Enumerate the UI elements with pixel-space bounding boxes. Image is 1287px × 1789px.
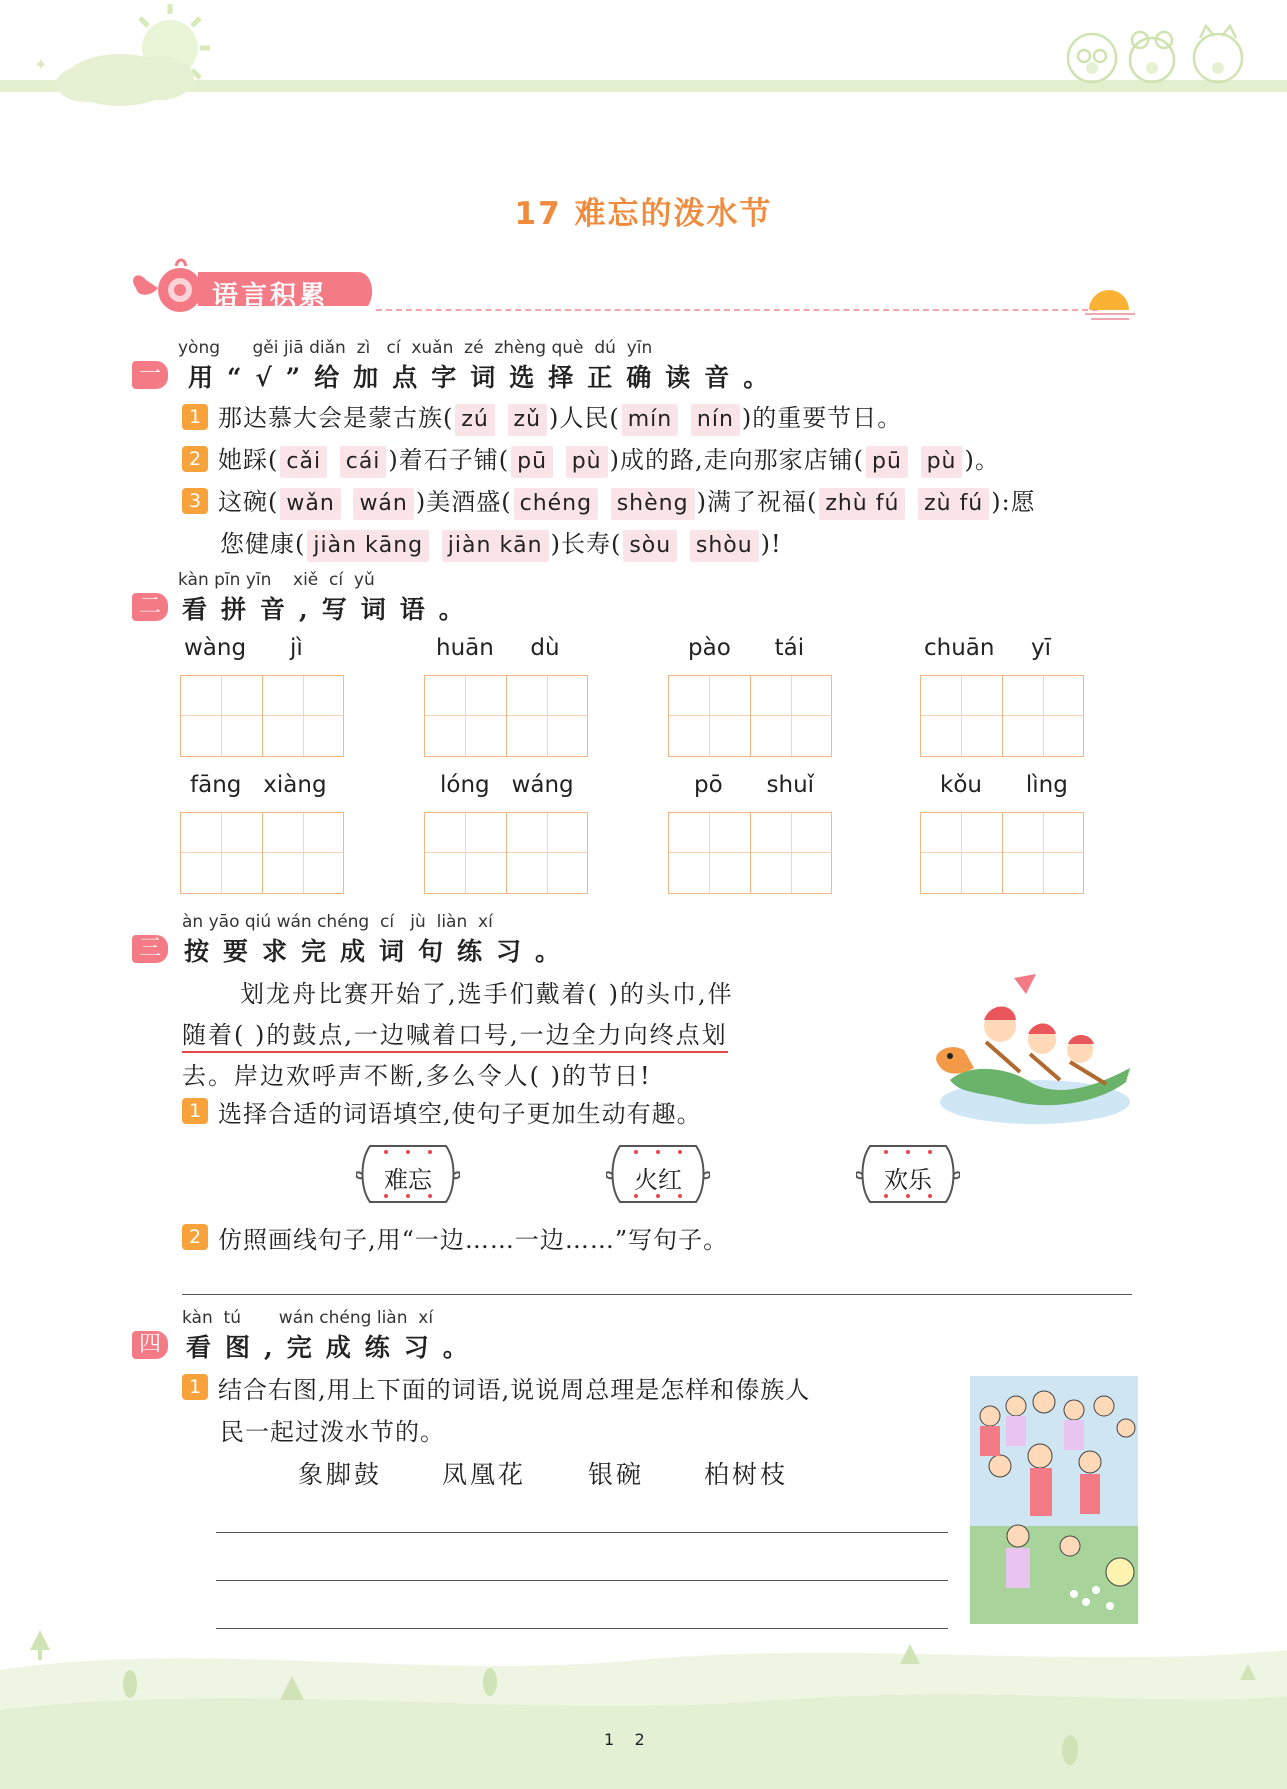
- pinyin-option[interactable]: zù fú: [918, 488, 989, 520]
- writing-grid[interactable]: [424, 812, 588, 894]
- q4-pinyin: kàn tú wán chéng liàn xí: [182, 1308, 434, 1328]
- q1-item-text: 她踩(: [218, 446, 279, 474]
- pinyin-option[interactable]: zhù fú: [819, 488, 905, 520]
- q1-item-text: 这碗(: [218, 488, 279, 516]
- q1-item-text: )!: [760, 530, 782, 558]
- q2-number-badge: 二: [132, 593, 168, 621]
- water-festival-illustration: [970, 1376, 1138, 1624]
- q1-title: 用“√”给加点字词选择正确读音。: [188, 363, 783, 392]
- q3-sub-number: 2: [182, 1224, 208, 1250]
- pinyin-option[interactable]: wǎn: [280, 488, 340, 520]
- q1-item-text: )。: [964, 446, 1000, 474]
- q1-item-2: [218, 440, 1000, 478]
- key-word: 象脚鼓: [298, 1460, 383, 1489]
- q3-title: 按要求完成词句练习。: [184, 937, 575, 966]
- pinyin-option[interactable]: cǎi: [280, 446, 327, 478]
- pinyin-option[interactable]: chéng: [514, 488, 598, 520]
- q2-title: 看拼音,写词语。: [182, 595, 478, 624]
- q2-pinyin: kàn pīn yīn xiě cí yǔ: [178, 570, 375, 590]
- q1-item-3-cont: [220, 524, 782, 562]
- key-word: 凤凰花: [442, 1460, 527, 1489]
- pinyin-prompt: pào tái: [688, 635, 805, 661]
- page-number: 1 2: [604, 1730, 645, 1749]
- q1-item-1: [218, 398, 902, 436]
- pinyin-option[interactable]: shèng: [611, 488, 695, 520]
- writing-grid[interactable]: [424, 675, 588, 757]
- pinyin-option[interactable]: pù: [566, 446, 608, 478]
- q4-title: 看图,完成练习。: [186, 1333, 482, 1362]
- q3-sub-number: 1: [182, 1098, 208, 1124]
- q1-item-text: 那达慕大会是蒙古族(: [218, 404, 454, 432]
- pinyin-prompt: huān dù: [436, 635, 560, 661]
- q1-item-number: 1: [182, 404, 208, 430]
- dragon-boat-illustration: [930, 972, 1140, 1132]
- pinyin-option[interactable]: wán: [353, 488, 413, 520]
- pinyin-prompt: chuān yī: [924, 635, 1052, 661]
- q3-pinyin: àn yāo qiú wán chéng cí jù liàn xí: [182, 912, 493, 932]
- q4-sub1-line: 结合右图,用上下面的词语,说说周总理是怎样和傣族人: [218, 1376, 811, 1404]
- q1-item-text: )长寿(: [550, 530, 622, 558]
- pinyin-option[interactable]: jiàn kān: [442, 530, 549, 562]
- q1-item-number: 3: [182, 488, 208, 514]
- pinyin-option[interactable]: pū: [511, 446, 553, 478]
- q3-number-badge: 三: [132, 935, 168, 963]
- key-word: 银碗: [588, 1460, 645, 1489]
- q1-item-text: )着石子铺(: [388, 446, 510, 474]
- lesson-title: 17 难忘的泼水节: [514, 196, 773, 232]
- pinyin-prompt: kǒu lìng: [940, 772, 1068, 798]
- q1-item-text: )的重要节日。: [741, 404, 903, 432]
- cloud-sun-icon: [20, 0, 210, 115]
- word-option[interactable]: 难忘: [384, 1166, 432, 1194]
- pinyin-prompt: pō shuǐ: [694, 772, 815, 798]
- q3-sub2-text: 仿照画线句子,用“一边……一边……”写句子。: [218, 1226, 729, 1254]
- key-word: 柏树枝: [704, 1460, 789, 1489]
- footer-hills: [0, 1600, 1287, 1789]
- underlined-sentence: 随着( )的鼓点,一边喊着口号,一边全力向终点划: [182, 1021, 728, 1053]
- writing-grid[interactable]: [668, 675, 832, 757]
- pinyin-prompt: wàng jì: [184, 635, 303, 661]
- section-banner-label: 语言积累: [212, 281, 329, 311]
- svg-text:✦: ✦: [34, 55, 48, 74]
- pinyin-option[interactable]: shòu: [690, 530, 759, 562]
- answer-line[interactable]: [216, 1580, 948, 1581]
- setting-sun-icon: [1085, 288, 1135, 324]
- pinyin-option[interactable]: jiàn kāng: [307, 530, 429, 562]
- divider: [376, 309, 1098, 311]
- q1-item-text: )美酒盛(: [415, 488, 512, 516]
- q4-sub1-line: 民一起过泼水节的。: [220, 1418, 445, 1446]
- passage-line: 划龙舟比赛开始了,选手们戴着( )的头巾,伴: [240, 980, 734, 1008]
- pinyin-option[interactable]: mín: [622, 404, 679, 436]
- q3-sub1-text: 选择合适的词语填空,使句子更加生动有趣。: [218, 1100, 702, 1128]
- passage-line: [182, 1015, 728, 1050]
- q4-sub-number: 1: [182, 1374, 208, 1400]
- pinyin-prompt: fāng xiàng: [190, 772, 327, 798]
- q1-item-text: )满了祝福(: [696, 488, 818, 516]
- pinyin-option[interactable]: sòu: [623, 530, 677, 562]
- q1-number-badge: 一: [132, 361, 168, 389]
- q1-item-text: )人民(: [549, 404, 620, 432]
- writing-grid[interactable]: [180, 675, 344, 757]
- word-option[interactable]: 火红: [634, 1166, 682, 1194]
- q1-item-text: )成的路,走向那家店铺(: [609, 446, 864, 474]
- writing-grid[interactable]: [920, 675, 1084, 757]
- passage-line: 去。岸边欢呼声不断,多么令人( )的节日!: [182, 1062, 652, 1090]
- q4-number-badge: 四: [132, 1331, 168, 1359]
- pinyin-option[interactable]: pù: [921, 446, 963, 478]
- q1-item-text: 您健康(: [220, 530, 306, 558]
- writing-grid[interactable]: [920, 812, 1084, 894]
- answer-line[interactable]: [216, 1532, 948, 1533]
- pinyin-option[interactable]: pū: [866, 446, 908, 478]
- word-option[interactable]: 欢乐: [884, 1166, 932, 1194]
- answer-line[interactable]: [182, 1294, 1132, 1295]
- pinyin-option[interactable]: nín: [691, 404, 740, 436]
- writing-grid[interactable]: [668, 812, 832, 894]
- q1-item-3: [218, 482, 1036, 520]
- pinyin-option[interactable]: zǔ: [508, 404, 548, 436]
- animal-faces-icon: [1060, 20, 1260, 90]
- q1-pinyin: yòng gěi jiā diǎn zì cí xuǎn zé zhèng què dú yīn: [178, 338, 653, 358]
- q1-item-text: ):愿: [991, 488, 1036, 516]
- q1-item-number: 2: [182, 446, 208, 472]
- pinyin-prompt: lóng wáng: [440, 772, 574, 798]
- pinyin-option[interactable]: zú: [455, 404, 495, 436]
- writing-grid[interactable]: [180, 812, 344, 894]
- pinyin-option[interactable]: cái: [340, 446, 387, 478]
